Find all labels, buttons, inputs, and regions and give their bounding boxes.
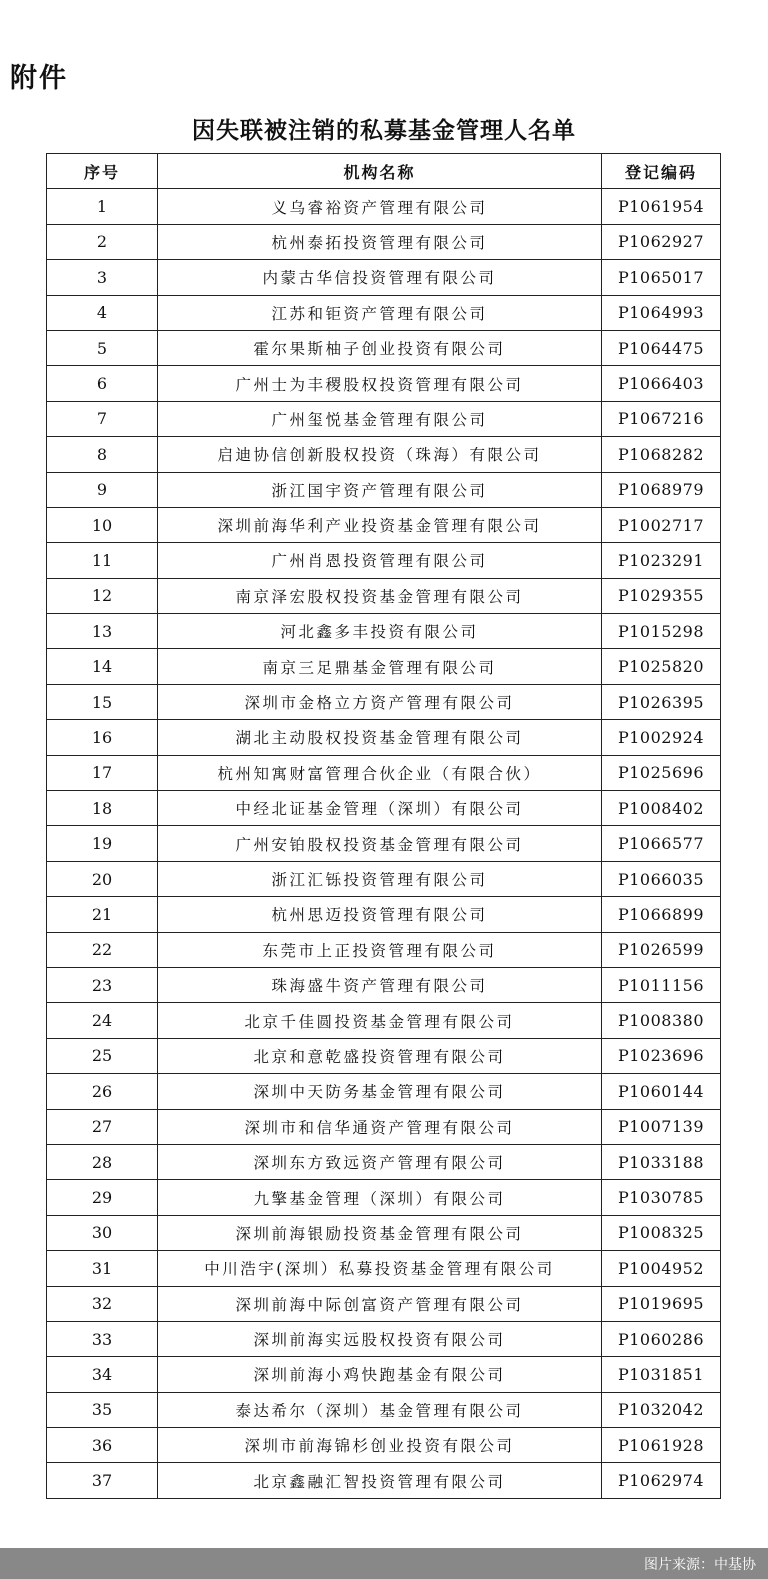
table-row — [47, 543, 721, 578]
organization-name-cell: 广州安铂股权投资基金管理有限公司 — [158, 826, 602, 861]
organization-name-cell: 深圳市和信华通资产管理有限公司 — [158, 1109, 602, 1144]
table-row — [47, 967, 721, 1002]
table-row — [47, 1038, 721, 1073]
organization-name-cell: 珠海盛牛资产管理有限公司 — [158, 967, 602, 1002]
source-watermark-bar — [0, 1548, 768, 1579]
table-row — [47, 1392, 721, 1427]
organization-name-cell: 深圳前海实远股权投资有限公司 — [158, 1321, 602, 1356]
registration-code-cell: P1008325 — [602, 1215, 721, 1250]
row-index-cell: 12 — [47, 578, 158, 613]
registration-code-cell: P1002717 — [602, 507, 721, 542]
registration-code-cell: P1007139 — [602, 1109, 721, 1144]
row-index-cell: 7 — [47, 401, 158, 436]
organization-name-cell: 深圳东方致远资产管理有限公司 — [158, 1144, 602, 1179]
attachment-label: 附件 — [10, 63, 68, 94]
row-index-cell: 15 — [47, 684, 158, 719]
column-header-code: 登记编码 — [602, 154, 721, 189]
organization-name-cell: 深圳市前海锦杉创业投资有限公司 — [158, 1428, 602, 1463]
organization-name-cell: 广州士为丰稷股权投资管理有限公司 — [158, 366, 602, 401]
table-row — [47, 1215, 721, 1250]
organization-name-cell: 湖北主动股权投资基金管理有限公司 — [158, 720, 602, 755]
registration-code-cell: P1023696 — [602, 1038, 721, 1073]
table-row — [47, 224, 721, 259]
table-row — [47, 684, 721, 719]
registration-code-cell: P1011156 — [602, 967, 721, 1002]
table-row — [47, 330, 721, 365]
table-row — [47, 861, 721, 896]
row-index-cell: 10 — [47, 507, 158, 542]
organization-name-cell: 深圳前海中际创富资产管理有限公司 — [158, 1286, 602, 1321]
registration-code-cell: P1032042 — [602, 1392, 721, 1427]
row-index-cell: 8 — [47, 437, 158, 472]
row-index-cell: 5 — [47, 330, 158, 365]
table-row — [47, 295, 721, 330]
row-index-cell: 18 — [47, 791, 158, 826]
document-title: 因失联被注销的私募基金管理人名单 — [192, 117, 576, 144]
registration-code-cell: P1031851 — [602, 1357, 721, 1392]
registration-code-cell: P1065017 — [602, 260, 721, 295]
registration-code-cell: P1029355 — [602, 578, 721, 613]
table-row — [47, 366, 721, 401]
registration-code-cell: P1030785 — [602, 1180, 721, 1215]
organization-name-cell: 泰达希尔（深圳）基金管理有限公司 — [158, 1392, 602, 1427]
table-row — [47, 614, 721, 649]
column-header-name: 机构名称 — [158, 154, 602, 189]
registration-code-cell: P1062974 — [602, 1463, 721, 1498]
registration-code-cell: P1061954 — [602, 189, 721, 224]
registration-code-cell: P1025820 — [602, 649, 721, 684]
row-index-cell: 17 — [47, 755, 158, 790]
organization-name-cell: 浙江国宇资产管理有限公司 — [158, 472, 602, 507]
table-row — [47, 401, 721, 436]
organization-name-cell: 北京鑫融汇智投资管理有限公司 — [158, 1463, 602, 1498]
table-row — [47, 472, 721, 507]
column-header-index: 序号 — [47, 154, 158, 189]
organization-name-cell: 九擎基金管理（深圳）有限公司 — [158, 1180, 602, 1215]
registration-code-cell: P1064993 — [602, 295, 721, 330]
table-row — [47, 578, 721, 613]
organization-name-cell: 中川浩宇(深圳）私募投资基金管理有限公司 — [158, 1251, 602, 1286]
registration-code-cell: P1026395 — [602, 684, 721, 719]
registration-code-cell: P1008402 — [602, 791, 721, 826]
deregistered-managers-table — [46, 153, 721, 1499]
organization-name-cell: 启迪协信创新股权投资（珠海）有限公司 — [158, 437, 602, 472]
table-row — [47, 507, 721, 542]
row-index-cell: 29 — [47, 1180, 158, 1215]
source-watermark-text: 图片来源：中基协 — [644, 1557, 756, 1573]
row-index-cell: 20 — [47, 861, 158, 896]
table-row — [47, 649, 721, 684]
organization-name-cell: 南京三足鼎基金管理有限公司 — [158, 649, 602, 684]
registration-code-cell: P1002924 — [602, 720, 721, 755]
row-index-cell: 13 — [47, 614, 158, 649]
row-index-cell: 19 — [47, 826, 158, 861]
row-index-cell: 32 — [47, 1286, 158, 1321]
row-index-cell: 34 — [47, 1357, 158, 1392]
row-index-cell: 23 — [47, 967, 158, 1002]
organization-name-cell: 杭州知寓财富管理合伙企业（有限合伙） — [158, 755, 602, 790]
organization-name-cell: 浙江汇铄投资管理有限公司 — [158, 861, 602, 896]
row-index-cell: 26 — [47, 1074, 158, 1109]
row-index-cell: 24 — [47, 1003, 158, 1038]
organization-name-cell: 义乌睿裕资产管理有限公司 — [158, 189, 602, 224]
row-index-cell: 36 — [47, 1428, 158, 1463]
table-row — [47, 1251, 721, 1286]
table-row — [47, 826, 721, 861]
registration-code-cell: P1061928 — [602, 1428, 721, 1463]
registration-code-cell: P1023291 — [602, 543, 721, 578]
registration-code-cell: P1067216 — [602, 401, 721, 436]
row-index-cell: 25 — [47, 1038, 158, 1073]
organization-name-cell: 霍尔果斯柚子创业投资有限公司 — [158, 330, 602, 365]
organization-name-cell: 广州肖恩投资管理有限公司 — [158, 543, 602, 578]
table-row — [47, 791, 721, 826]
table-row — [47, 1321, 721, 1356]
organization-name-cell: 江苏和钜资产管理有限公司 — [158, 295, 602, 330]
table-row — [47, 437, 721, 472]
table-row — [47, 260, 721, 295]
table-row — [47, 932, 721, 967]
row-index-cell: 2 — [47, 224, 158, 259]
registration-code-cell: P1068282 — [602, 437, 721, 472]
table-row — [47, 897, 721, 932]
organization-name-cell: 杭州思迈投资管理有限公司 — [158, 897, 602, 932]
organization-name-cell: 河北鑫多丰投资有限公司 — [158, 614, 602, 649]
row-index-cell: 37 — [47, 1463, 158, 1498]
table-row — [47, 1180, 721, 1215]
organization-name-cell: 深圳前海华利产业投资基金管理有限公司 — [158, 507, 602, 542]
table-row — [47, 755, 721, 790]
table-row — [47, 1003, 721, 1038]
row-index-cell: 31 — [47, 1251, 158, 1286]
row-index-cell: 14 — [47, 649, 158, 684]
table-body — [47, 189, 721, 1498]
table-row — [47, 1144, 721, 1179]
row-index-cell: 35 — [47, 1392, 158, 1427]
table-row — [47, 720, 721, 755]
registration-code-cell: P1060144 — [602, 1074, 721, 1109]
organization-name-cell: 深圳中天防务基金管理有限公司 — [158, 1074, 602, 1109]
organization-name-cell: 深圳市金格立方资产管理有限公司 — [158, 684, 602, 719]
table-row — [47, 1428, 721, 1463]
row-index-cell: 9 — [47, 472, 158, 507]
registration-code-cell: P1025696 — [602, 755, 721, 790]
table-row — [47, 1109, 721, 1144]
row-index-cell: 28 — [47, 1144, 158, 1179]
organization-name-cell: 广州玺悦基金管理有限公司 — [158, 401, 602, 436]
registration-code-cell: P1066577 — [602, 826, 721, 861]
registration-code-cell: P1066899 — [602, 897, 721, 932]
organization-name-cell: 南京泽宏股权投资基金管理有限公司 — [158, 578, 602, 613]
registration-code-cell: P1004952 — [602, 1251, 721, 1286]
organization-name-cell: 深圳前海银励投资基金管理有限公司 — [158, 1215, 602, 1250]
table-row — [47, 1463, 721, 1498]
registration-code-cell: P1068979 — [602, 472, 721, 507]
registration-code-cell: P1015298 — [602, 614, 721, 649]
registration-code-cell: P1019695 — [602, 1286, 721, 1321]
organization-name-cell: 深圳前海小鸡快跑基金有限公司 — [158, 1357, 602, 1392]
table-row — [47, 1357, 721, 1392]
row-index-cell: 6 — [47, 366, 158, 401]
table-row — [47, 189, 721, 224]
registration-code-cell: P1066403 — [602, 366, 721, 401]
registration-code-cell: P1062927 — [602, 224, 721, 259]
registration-code-cell: P1064475 — [602, 330, 721, 365]
organization-name-cell: 北京千佳圆投资基金管理有限公司 — [158, 1003, 602, 1038]
row-index-cell: 30 — [47, 1215, 158, 1250]
organization-name-cell: 内蒙古华信投资管理有限公司 — [158, 260, 602, 295]
organization-name-cell: 北京和意乾盛投资管理有限公司 — [158, 1038, 602, 1073]
row-index-cell: 33 — [47, 1321, 158, 1356]
table-row — [47, 1286, 721, 1321]
registration-code-cell: P1008380 — [602, 1003, 721, 1038]
row-index-cell: 27 — [47, 1109, 158, 1144]
registration-code-cell: P1060286 — [602, 1321, 721, 1356]
row-index-cell: 4 — [47, 295, 158, 330]
row-index-cell: 3 — [47, 260, 158, 295]
table-row — [47, 1074, 721, 1109]
registration-code-cell: P1033188 — [602, 1144, 721, 1179]
row-index-cell: 11 — [47, 543, 158, 578]
row-index-cell: 1 — [47, 189, 158, 224]
row-index-cell: 21 — [47, 897, 158, 932]
registration-code-cell: P1026599 — [602, 932, 721, 967]
organization-name-cell: 东莞市上正投资管理有限公司 — [158, 932, 602, 967]
organization-name-cell: 杭州泰拓投资管理有限公司 — [158, 224, 602, 259]
row-index-cell: 16 — [47, 720, 158, 755]
organization-name-cell: 中经北证基金管理（深圳）有限公司 — [158, 791, 602, 826]
row-index-cell: 22 — [47, 932, 158, 967]
registration-code-cell: P1066035 — [602, 861, 721, 896]
table-header-row — [47, 154, 721, 189]
